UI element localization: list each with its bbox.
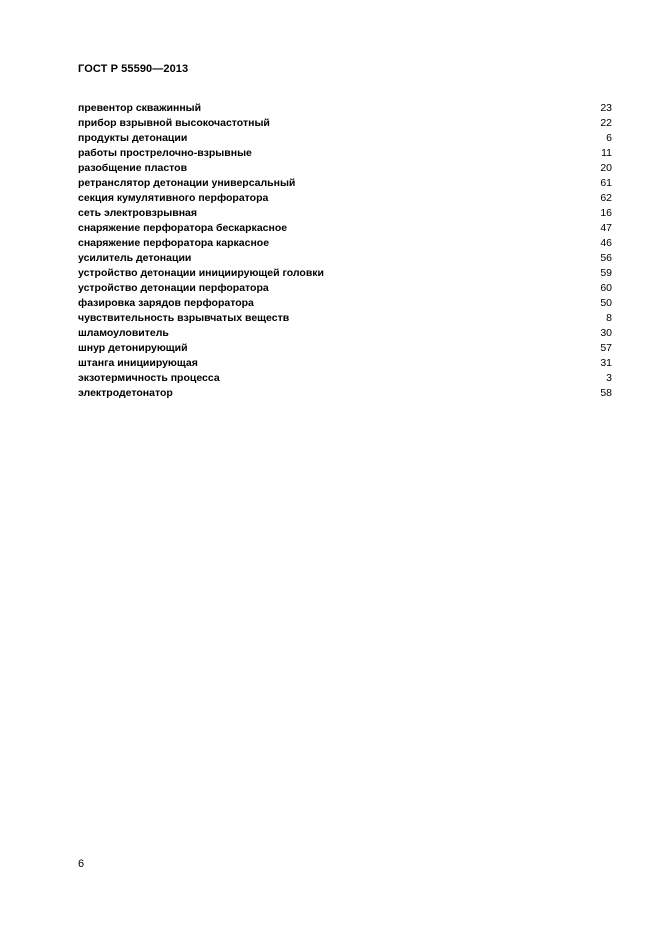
index-page-ref: 62 <box>600 192 612 204</box>
index-page-ref: 8 <box>606 312 612 324</box>
index-entry <box>78 101 612 116</box>
index-entry <box>78 311 612 326</box>
index-page-ref: 30 <box>600 327 612 339</box>
index-entry <box>78 146 612 161</box>
index-entry <box>78 161 612 176</box>
index-page-ref: 57 <box>600 342 612 354</box>
index-term: снаряжение перфоратора бескаркасное <box>78 222 288 234</box>
index-term: ретранслятор детонации универсальный <box>78 177 296 189</box>
page-number: 6 <box>78 858 85 870</box>
index-page-ref: 60 <box>600 282 612 294</box>
index-page-ref: 11 <box>601 147 612 159</box>
index-entry <box>78 191 612 206</box>
index-term: шнур детонирующий <box>78 342 188 354</box>
index-entry <box>78 341 612 356</box>
index-term: продукты детонации <box>78 132 188 144</box>
index-term: превентор скважинный <box>78 102 202 114</box>
index-term: усилитель детонации <box>78 252 192 264</box>
index-page-ref: 31 <box>600 357 612 369</box>
index-page-ref: 22 <box>600 117 612 129</box>
index-page-ref: 47 <box>600 222 612 234</box>
index-entry <box>78 281 612 296</box>
document-code-header: ГОСТ Р 55590—2013 <box>78 63 189 75</box>
index-entry <box>78 266 612 281</box>
index-page-ref: 3 <box>606 372 612 384</box>
index-entry <box>78 326 612 341</box>
index-page-ref: 16 <box>600 207 612 219</box>
index-term: устройство детонации перфоратора <box>78 282 269 294</box>
index-entry <box>78 206 612 221</box>
index-term: разобщение пластов <box>78 162 188 174</box>
index-term: устройство детонации инициирующей головки <box>78 267 324 279</box>
index-page-ref: 61 <box>600 177 612 189</box>
index-page-ref: 20 <box>600 162 612 174</box>
index-entry <box>78 386 612 401</box>
index-entry <box>78 251 612 266</box>
alphabetical-index-list <box>78 101 612 401</box>
index-term: секция кумулятивного перфоратора <box>78 192 269 204</box>
index-page-ref: 46 <box>600 237 612 249</box>
index-term: фазировка зарядов перфоратора <box>78 297 254 309</box>
index-term: сеть электровзрывная <box>78 207 198 219</box>
index-page-ref: 23 <box>600 102 612 114</box>
index-term: прибор взрывной высокочастотный <box>78 117 270 129</box>
index-entry <box>78 356 612 371</box>
index-entry <box>78 131 612 146</box>
index-entry <box>78 296 612 311</box>
index-entry <box>78 221 612 236</box>
index-page-ref: 6 <box>606 132 612 144</box>
index-term: экзотермичность процесса <box>78 372 220 384</box>
index-term: шламоуловитель <box>78 327 169 339</box>
index-term: чувствительность взрывчатых веществ <box>78 312 290 324</box>
index-term: штанга инициирующая <box>78 357 198 369</box>
index-page-ref: 50 <box>600 297 612 309</box>
index-page-ref: 56 <box>600 252 612 264</box>
index-entry <box>78 236 612 251</box>
index-entry <box>78 371 612 386</box>
index-term: снаряжение перфоратора каркасное <box>78 237 270 249</box>
index-term: работы прострелочно-взрывные <box>78 147 252 159</box>
index-entry <box>78 176 612 191</box>
index-page-ref: 58 <box>600 387 612 399</box>
index-page-ref: 59 <box>600 267 612 279</box>
index-entry <box>78 116 612 131</box>
index-term: электродетонатор <box>78 387 173 399</box>
